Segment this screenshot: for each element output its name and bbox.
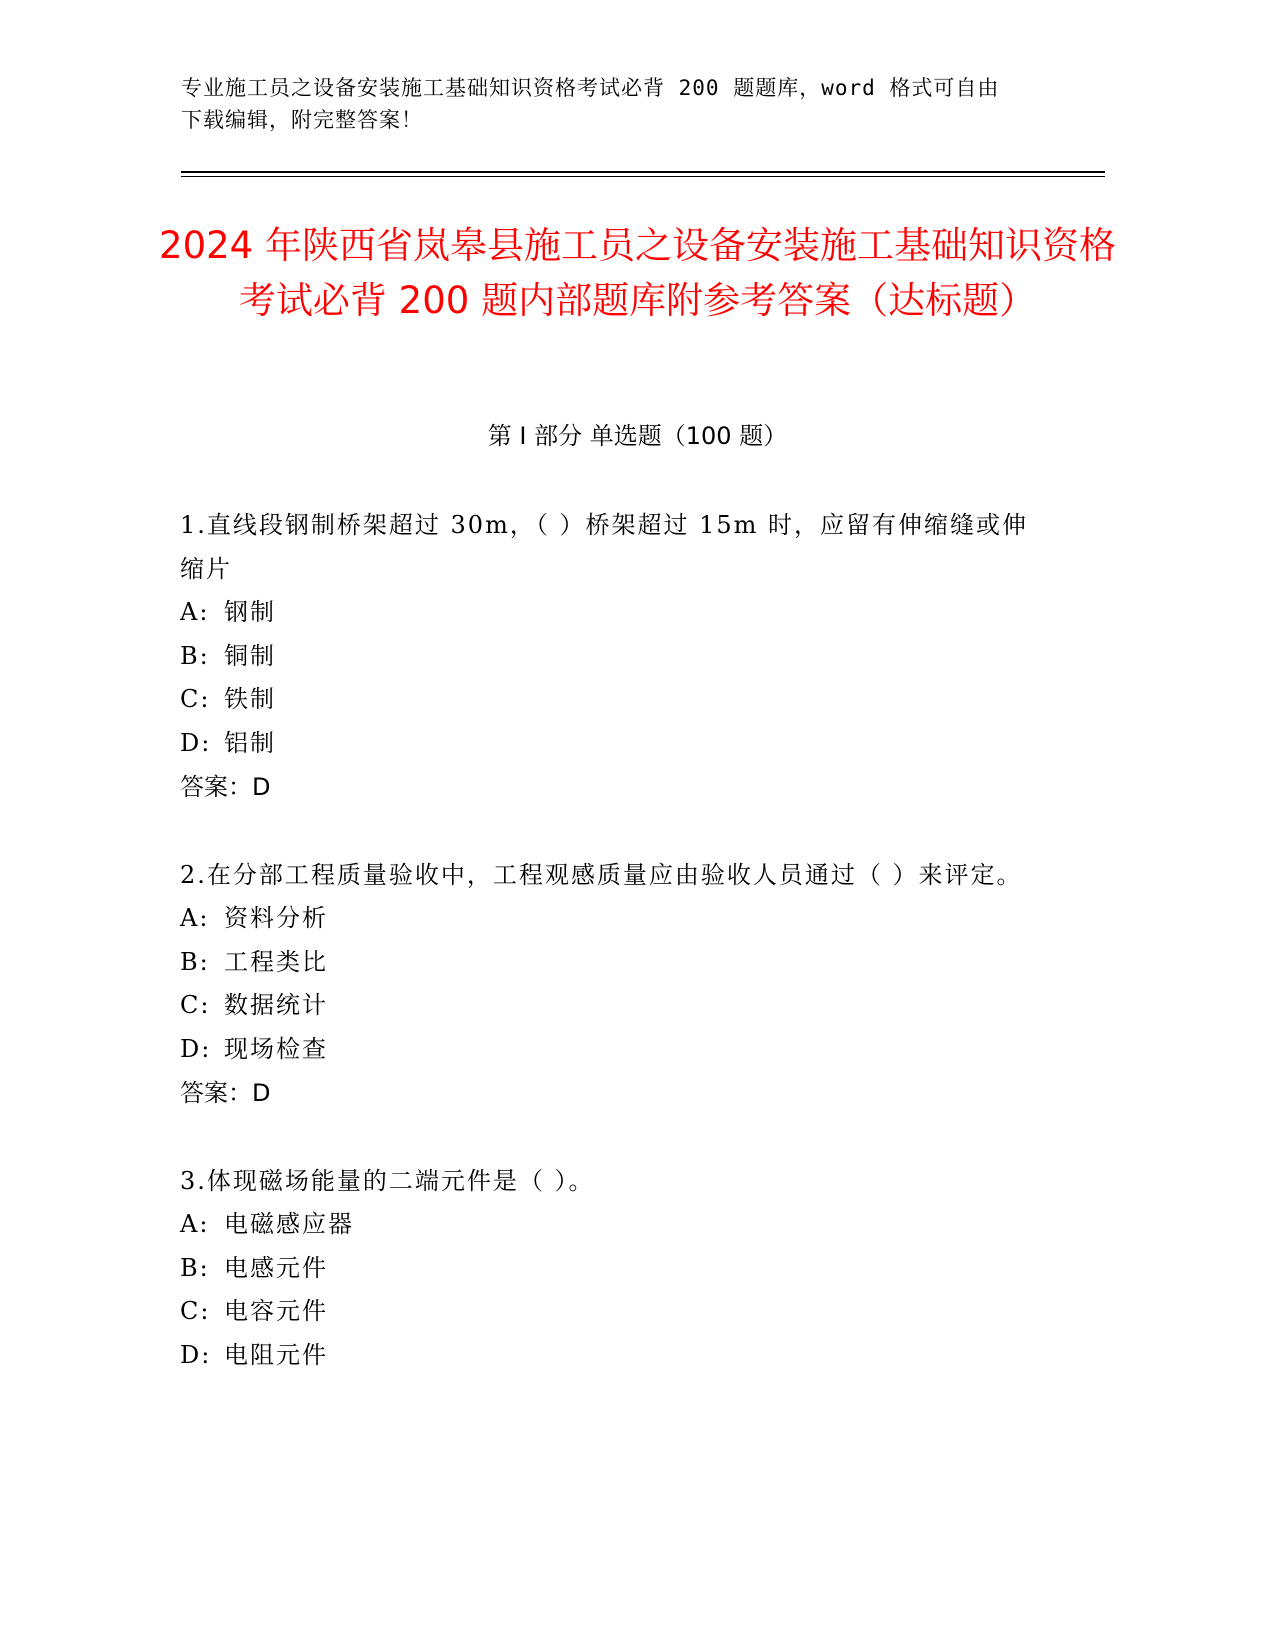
option-letter: A: bbox=[180, 904, 210, 932]
option-letter: B: bbox=[180, 947, 210, 976]
option-text: 数据统计 bbox=[224, 991, 328, 1019]
question-stem: 2.在分部工程质量验收中，工程观感质量应由验收人员通过（ ）来评定。 bbox=[180, 861, 1023, 889]
question-2 bbox=[180, 853, 1040, 1115]
option-d bbox=[180, 1028, 1040, 1072]
option-text: 铁制 bbox=[224, 685, 276, 713]
option-d bbox=[180, 722, 1040, 766]
document-title: 2024 年陕西省岚皋县施工员之设备安装施工基础知识资格考试必背 200 题内部题库附参考答案（达标题） bbox=[159, 224, 1116, 322]
option-d bbox=[180, 1334, 1040, 1378]
option-text: 工程类比 bbox=[224, 947, 328, 976]
option-letter: B: bbox=[180, 641, 210, 670]
option-c bbox=[180, 984, 1040, 1028]
option-letter: A: bbox=[180, 1210, 210, 1238]
question-stem: 1.直线段钢制桥架超过 30m，（ ）桥架超过 15m 时，应留有伸缩缝或伸缩片 bbox=[180, 511, 1029, 583]
question-3 bbox=[180, 1159, 1040, 1377]
header-note: 专业施工员之设备安装施工基础知识资格考试必背 200 题题库，word 格式可自由 下载编辑，附完整答案！ bbox=[181, 76, 1000, 132]
option-text: 钢制 bbox=[224, 598, 276, 626]
option-letter: D: bbox=[180, 728, 212, 757]
option-text: 现场检查 bbox=[224, 1034, 328, 1063]
option-c bbox=[180, 1290, 1040, 1334]
option-text: 电容元件 bbox=[224, 1297, 328, 1325]
option-letter: A: bbox=[180, 598, 210, 626]
option-text: 资料分析 bbox=[224, 904, 328, 932]
option-b bbox=[180, 941, 1040, 985]
option-b bbox=[180, 635, 1040, 679]
option-text: 电感元件 bbox=[224, 1253, 328, 1282]
option-text: 电阻元件 bbox=[224, 1340, 328, 1369]
question-stem: 3.体现磁场能量的二端元件是（ ）。 bbox=[180, 1167, 595, 1195]
option-text: 铜制 bbox=[224, 641, 276, 670]
option-letter: D: bbox=[180, 1034, 212, 1063]
section-title: 第 I 部分 单选题（100 题） bbox=[487, 422, 788, 450]
option-text: 电磁感应器 bbox=[224, 1210, 354, 1238]
option-letter: C: bbox=[180, 991, 211, 1019]
option-letter: D: bbox=[180, 1340, 212, 1369]
header-divider-thick bbox=[181, 171, 1105, 173]
question-list bbox=[180, 503, 1040, 1421]
option-text: 铝制 bbox=[224, 728, 276, 757]
option-b bbox=[180, 1247, 1040, 1291]
option-letter: C: bbox=[180, 1297, 211, 1325]
header-divider-thin bbox=[181, 176, 1105, 177]
option-a bbox=[180, 1203, 1040, 1247]
question-1 bbox=[180, 503, 1040, 809]
option-letter: C: bbox=[180, 685, 211, 713]
answer-line: 答案：D bbox=[180, 1079, 271, 1107]
answer-line: 答案：D bbox=[180, 773, 271, 801]
option-c bbox=[180, 678, 1040, 722]
option-a bbox=[180, 591, 1040, 635]
option-letter: B: bbox=[180, 1253, 210, 1282]
option-a bbox=[180, 897, 1040, 941]
